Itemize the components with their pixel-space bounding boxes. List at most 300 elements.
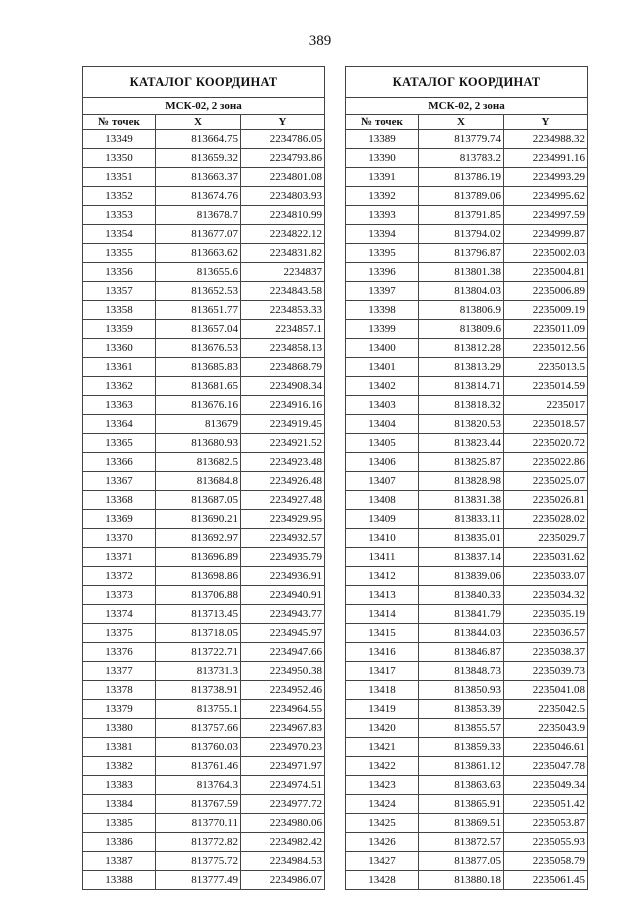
x-coordinate-cell: 813806.9	[419, 301, 504, 320]
y-coordinate-cell: 2234986.07	[241, 871, 325, 890]
x-coordinate-cell: 813813.29	[419, 358, 504, 377]
table-row	[83, 567, 325, 586]
table-row	[346, 662, 588, 681]
x-coordinate-cell: 813814.71	[419, 377, 504, 396]
y-coordinate-cell: 2234803.93	[241, 187, 325, 206]
y-coordinate-cell: 2234980.06	[241, 814, 325, 833]
table-row	[346, 548, 588, 567]
x-coordinate-cell: 813651.77	[156, 301, 241, 320]
table-row	[346, 168, 588, 187]
point-number-cell: 13425	[346, 814, 419, 833]
table-row	[346, 871, 588, 890]
point-number-cell: 13389	[346, 130, 419, 149]
x-coordinate-cell: 813848.73	[419, 662, 504, 681]
y-coordinate-cell: 2235018.57	[504, 415, 588, 434]
point-number-cell: 13397	[346, 282, 419, 301]
x-coordinate-cell: 813794.02	[419, 225, 504, 244]
point-number-cell: 13378	[83, 681, 156, 700]
y-coordinate-cell: 2234868.79	[241, 358, 325, 377]
x-coordinate-cell: 813767.59	[156, 795, 241, 814]
x-coordinate-cell: 813652.53	[156, 282, 241, 301]
point-number-cell: 13351	[83, 168, 156, 187]
coordinate-catalog-table-right	[345, 66, 588, 890]
x-coordinate-cell: 813679	[156, 415, 241, 434]
y-coordinate-cell: 2234857.1	[241, 320, 325, 339]
y-coordinate-cell: 2235053.87	[504, 814, 588, 833]
x-coordinate-cell: 813861.12	[419, 757, 504, 776]
x-coordinate-cell: 813863.63	[419, 776, 504, 795]
y-coordinate-cell: 2234831.82	[241, 244, 325, 263]
point-number-cell: 13403	[346, 396, 419, 415]
y-coordinate-cell: 2234988.32	[504, 130, 588, 149]
table-row	[83, 301, 325, 320]
y-coordinate-cell: 2234982.42	[241, 833, 325, 852]
table-row	[346, 320, 588, 339]
x-coordinate-cell: 813865.91	[419, 795, 504, 814]
point-number-cell: 13349	[83, 130, 156, 149]
point-number-cell: 13392	[346, 187, 419, 206]
column-header-x: X	[419, 115, 504, 130]
x-coordinate-cell: 813663.62	[156, 244, 241, 263]
table-row	[83, 320, 325, 339]
table-row	[83, 662, 325, 681]
table-row	[83, 719, 325, 738]
coordinate-system-zone: МСК-02, 2 зона	[346, 98, 588, 115]
y-coordinate-cell: 2235014.59	[504, 377, 588, 396]
x-coordinate-cell: 813761.46	[156, 757, 241, 776]
table-row	[83, 472, 325, 491]
y-coordinate-cell: 2234837	[241, 263, 325, 282]
x-coordinate-cell: 813698.86	[156, 567, 241, 586]
x-coordinate-cell: 813850.93	[419, 681, 504, 700]
x-coordinate-cell: 813844.03	[419, 624, 504, 643]
y-coordinate-cell: 2234940.91	[241, 586, 325, 605]
point-number-cell: 13416	[346, 643, 419, 662]
table-row	[83, 149, 325, 168]
x-coordinate-cell: 813818.32	[419, 396, 504, 415]
table-row	[83, 833, 325, 852]
x-coordinate-cell: 813833.11	[419, 510, 504, 529]
x-coordinate-cell: 813690.21	[156, 510, 241, 529]
y-coordinate-cell: 2235002.03	[504, 244, 588, 263]
table-row	[83, 130, 325, 149]
x-coordinate-cell: 813825.87	[419, 453, 504, 472]
table-row	[346, 624, 588, 643]
x-coordinate-cell: 813685.83	[156, 358, 241, 377]
point-number-cell: 13355	[83, 244, 156, 263]
point-number-cell: 13412	[346, 567, 419, 586]
catalog-title: КАТАЛОГ КООРДИНАТ	[346, 67, 588, 98]
y-coordinate-cell: 2235043.9	[504, 719, 588, 738]
x-coordinate-cell: 813684.8	[156, 472, 241, 491]
x-coordinate-cell: 813696.89	[156, 548, 241, 567]
table-row	[346, 643, 588, 662]
y-coordinate-cell: 2234936.91	[241, 567, 325, 586]
y-coordinate-cell: 2235026.81	[504, 491, 588, 510]
x-coordinate-cell: 813731.3	[156, 662, 241, 681]
x-coordinate-cell: 813777.49	[156, 871, 241, 890]
x-coordinate-cell: 813779.74	[419, 130, 504, 149]
point-number-cell: 13401	[346, 358, 419, 377]
point-number-cell: 13427	[346, 852, 419, 871]
point-number-cell: 13381	[83, 738, 156, 757]
table-row	[83, 377, 325, 396]
y-coordinate-cell: 2234929.95	[241, 510, 325, 529]
point-number-cell: 13383	[83, 776, 156, 795]
table-row	[83, 814, 325, 833]
x-coordinate-cell: 813872.57	[419, 833, 504, 852]
point-number-cell: 13394	[346, 225, 419, 244]
table-row	[83, 852, 325, 871]
column-header-point-number: № точек	[346, 115, 419, 130]
table-row	[83, 605, 325, 624]
x-coordinate-cell: 813664.75	[156, 130, 241, 149]
table-row	[83, 225, 325, 244]
y-coordinate-cell: 2235013.5	[504, 358, 588, 377]
table-row	[346, 206, 588, 225]
point-number-cell: 13428	[346, 871, 419, 890]
column-header-y: Y	[504, 115, 588, 130]
y-coordinate-cell: 2234999.87	[504, 225, 588, 244]
point-number-cell: 13367	[83, 472, 156, 491]
table-row	[346, 719, 588, 738]
table-row	[83, 871, 325, 890]
x-coordinate-cell: 813828.98	[419, 472, 504, 491]
x-coordinate-cell: 813840.33	[419, 586, 504, 605]
y-coordinate-cell: 2235029.7	[504, 529, 588, 548]
table-row	[83, 795, 325, 814]
y-coordinate-cell: 2235038.37	[504, 643, 588, 662]
x-coordinate-cell: 813791.85	[419, 206, 504, 225]
point-number-cell: 13375	[83, 624, 156, 643]
table-row	[346, 567, 588, 586]
table-row	[346, 510, 588, 529]
y-coordinate-cell: 2235049.34	[504, 776, 588, 795]
table-row	[83, 510, 325, 529]
table-row	[346, 225, 588, 244]
x-coordinate-cell: 813722.71	[156, 643, 241, 662]
point-number-cell: 13359	[83, 320, 156, 339]
x-coordinate-cell: 813869.51	[419, 814, 504, 833]
table-row	[346, 795, 588, 814]
y-coordinate-cell: 2234786.05	[241, 130, 325, 149]
point-number-cell: 13399	[346, 320, 419, 339]
y-coordinate-cell: 2234926.48	[241, 472, 325, 491]
x-coordinate-cell: 813657.04	[156, 320, 241, 339]
table-row	[346, 605, 588, 624]
table-row	[83, 643, 325, 662]
point-number-cell: 13414	[346, 605, 419, 624]
table-row	[83, 206, 325, 225]
table-row	[346, 453, 588, 472]
x-coordinate-cell: 813789.06	[419, 187, 504, 206]
y-coordinate-cell: 2234853.33	[241, 301, 325, 320]
x-coordinate-cell: 813853.39	[419, 700, 504, 719]
point-number-cell: 13384	[83, 795, 156, 814]
x-coordinate-cell: 813680.93	[156, 434, 241, 453]
y-coordinate-cell: 2234822.12	[241, 225, 325, 244]
point-number-cell: 13365	[83, 434, 156, 453]
point-number-cell: 13420	[346, 719, 419, 738]
y-coordinate-cell: 2235004.81	[504, 263, 588, 282]
y-coordinate-cell: 2235020.72	[504, 434, 588, 453]
x-coordinate-cell: 813855.57	[419, 719, 504, 738]
y-coordinate-cell: 2234932.57	[241, 529, 325, 548]
point-number-cell: 13353	[83, 206, 156, 225]
point-number-cell: 13404	[346, 415, 419, 434]
table-row	[346, 339, 588, 358]
point-number-cell: 13413	[346, 586, 419, 605]
x-coordinate-cell: 813678.7	[156, 206, 241, 225]
y-coordinate-cell: 2234947.66	[241, 643, 325, 662]
table-row	[346, 833, 588, 852]
y-coordinate-cell: 2234943.77	[241, 605, 325, 624]
y-coordinate-cell: 2235055.93	[504, 833, 588, 852]
point-number-cell: 13360	[83, 339, 156, 358]
table-row	[346, 282, 588, 301]
x-coordinate-cell: 813655.6	[156, 263, 241, 282]
x-coordinate-cell: 813674.76	[156, 187, 241, 206]
y-coordinate-cell: 2234801.08	[241, 168, 325, 187]
table-row	[83, 453, 325, 472]
x-coordinate-cell: 813880.18	[419, 871, 504, 890]
point-number-cell: 13415	[346, 624, 419, 643]
y-coordinate-cell: 2234916.16	[241, 396, 325, 415]
table-row	[83, 776, 325, 795]
page-number: 389	[308, 33, 332, 49]
point-number-cell: 13402	[346, 377, 419, 396]
table-row	[83, 548, 325, 567]
table-row	[83, 681, 325, 700]
x-coordinate-cell: 813738.91	[156, 681, 241, 700]
point-number-cell: 13395	[346, 244, 419, 263]
x-coordinate-cell: 813801.38	[419, 263, 504, 282]
point-number-cell: 13408	[346, 491, 419, 510]
x-coordinate-cell: 813681.65	[156, 377, 241, 396]
y-coordinate-cell: 2234952.46	[241, 681, 325, 700]
point-number-cell: 13362	[83, 377, 156, 396]
point-number-cell: 13372	[83, 567, 156, 586]
column-header-x: X	[156, 115, 241, 130]
table-row	[346, 472, 588, 491]
x-coordinate-cell: 813796.87	[419, 244, 504, 263]
x-coordinate-cell: 813713.45	[156, 605, 241, 624]
x-coordinate-cell: 813757.66	[156, 719, 241, 738]
y-coordinate-cell: 2234971.97	[241, 757, 325, 776]
point-number-cell: 13369	[83, 510, 156, 529]
x-coordinate-cell: 813772.82	[156, 833, 241, 852]
y-coordinate-cell: 2234967.83	[241, 719, 325, 738]
x-coordinate-cell: 813859.33	[419, 738, 504, 757]
x-coordinate-cell: 813835.01	[419, 529, 504, 548]
table-row	[83, 263, 325, 282]
x-coordinate-cell: 813677.07	[156, 225, 241, 244]
table-row	[83, 586, 325, 605]
point-number-cell: 13376	[83, 643, 156, 662]
point-number-cell: 13410	[346, 529, 419, 548]
point-number-cell: 13379	[83, 700, 156, 719]
table-row	[83, 757, 325, 776]
y-coordinate-cell: 2235011.09	[504, 320, 588, 339]
point-number-cell: 13406	[346, 453, 419, 472]
x-coordinate-cell: 813755.1	[156, 700, 241, 719]
point-number-cell: 13352	[83, 187, 156, 206]
table-row	[83, 244, 325, 263]
point-number-cell: 13380	[83, 719, 156, 738]
x-coordinate-cell: 813786.19	[419, 168, 504, 187]
y-coordinate-cell: 2234927.48	[241, 491, 325, 510]
point-number-cell: 13396	[346, 263, 419, 282]
x-coordinate-cell: 813877.05	[419, 852, 504, 871]
y-coordinate-cell: 2235009.19	[504, 301, 588, 320]
table-row	[346, 187, 588, 206]
point-number-cell: 13398	[346, 301, 419, 320]
y-coordinate-cell: 2234921.52	[241, 434, 325, 453]
y-coordinate-cell: 2234991.16	[504, 149, 588, 168]
table-row	[346, 491, 588, 510]
x-coordinate-cell: 813846.87	[419, 643, 504, 662]
y-coordinate-cell: 2235047.78	[504, 757, 588, 776]
table-row	[83, 491, 325, 510]
y-coordinate-cell: 2234945.97	[241, 624, 325, 643]
x-coordinate-cell: 813841.79	[419, 605, 504, 624]
x-coordinate-cell: 813676.16	[156, 396, 241, 415]
table-row	[346, 738, 588, 757]
point-number-cell: 13400	[346, 339, 419, 358]
point-number-cell: 13422	[346, 757, 419, 776]
table-row	[346, 681, 588, 700]
point-number-cell: 13358	[83, 301, 156, 320]
y-coordinate-cell: 2235039.73	[504, 662, 588, 681]
table-row	[346, 529, 588, 548]
point-number-cell: 13350	[83, 149, 156, 168]
y-coordinate-cell: 2234793.86	[241, 149, 325, 168]
y-coordinate-cell: 2235028.02	[504, 510, 588, 529]
point-number-cell: 13411	[346, 548, 419, 567]
point-number-cell: 13371	[83, 548, 156, 567]
y-coordinate-cell: 2234970.23	[241, 738, 325, 757]
point-number-cell: 13391	[346, 168, 419, 187]
x-coordinate-cell: 813687.05	[156, 491, 241, 510]
y-coordinate-cell: 2234993.29	[504, 168, 588, 187]
x-coordinate-cell: 813764.3	[156, 776, 241, 795]
table-row	[346, 244, 588, 263]
table-row	[346, 396, 588, 415]
table-row	[83, 434, 325, 453]
y-coordinate-cell: 2234858.13	[241, 339, 325, 358]
x-coordinate-cell: 813809.6	[419, 320, 504, 339]
y-coordinate-cell: 2234919.45	[241, 415, 325, 434]
table-row	[83, 700, 325, 719]
table-row	[346, 434, 588, 453]
y-coordinate-cell: 2235006.89	[504, 282, 588, 301]
point-number-cell: 13363	[83, 396, 156, 415]
y-coordinate-cell: 2235012.56	[504, 339, 588, 358]
x-coordinate-cell: 813770.11	[156, 814, 241, 833]
y-coordinate-cell: 2235031.62	[504, 548, 588, 567]
table-row	[346, 130, 588, 149]
y-coordinate-cell: 2235061.45	[504, 871, 588, 890]
table-row	[83, 624, 325, 643]
y-coordinate-cell: 2235036.57	[504, 624, 588, 643]
x-coordinate-cell: 813823.44	[419, 434, 504, 453]
table-row	[346, 358, 588, 377]
y-coordinate-cell: 2235017	[504, 396, 588, 415]
y-coordinate-cell: 2234964.55	[241, 700, 325, 719]
point-number-cell: 13356	[83, 263, 156, 282]
point-number-cell: 13374	[83, 605, 156, 624]
point-number-cell: 13385	[83, 814, 156, 833]
table-row	[83, 187, 325, 206]
coordinate-catalog-table-left	[82, 66, 325, 890]
table-row	[83, 282, 325, 301]
point-number-cell: 13387	[83, 852, 156, 871]
x-coordinate-cell: 813804.03	[419, 282, 504, 301]
y-coordinate-cell: 2234908.34	[241, 377, 325, 396]
table-row	[346, 700, 588, 719]
x-coordinate-cell: 813812.28	[419, 339, 504, 358]
y-coordinate-cell: 2235042.5	[504, 700, 588, 719]
y-coordinate-cell: 2234974.51	[241, 776, 325, 795]
table-row	[83, 358, 325, 377]
y-coordinate-cell: 2235025.07	[504, 472, 588, 491]
point-number-cell: 13390	[346, 149, 419, 168]
x-coordinate-cell: 813663.37	[156, 168, 241, 187]
table-row	[83, 396, 325, 415]
x-coordinate-cell: 813676.53	[156, 339, 241, 358]
point-number-cell: 13386	[83, 833, 156, 852]
point-number-cell: 13405	[346, 434, 419, 453]
point-number-cell: 13357	[83, 282, 156, 301]
x-coordinate-cell: 813775.72	[156, 852, 241, 871]
point-number-cell: 13354	[83, 225, 156, 244]
point-number-cell: 13418	[346, 681, 419, 700]
point-number-cell: 13423	[346, 776, 419, 795]
catalog-title: КАТАЛОГ КООРДИНАТ	[83, 67, 325, 98]
point-number-cell: 13407	[346, 472, 419, 491]
y-coordinate-cell: 2234997.59	[504, 206, 588, 225]
point-number-cell: 13417	[346, 662, 419, 681]
y-coordinate-cell: 2234843.58	[241, 282, 325, 301]
point-number-cell: 13419	[346, 700, 419, 719]
x-coordinate-cell: 813783.2	[419, 149, 504, 168]
y-coordinate-cell: 2235051.42	[504, 795, 588, 814]
y-coordinate-cell: 2235033.07	[504, 567, 588, 586]
y-coordinate-cell: 2235022.86	[504, 453, 588, 472]
y-coordinate-cell: 2235058.79	[504, 852, 588, 871]
point-number-cell: 13393	[346, 206, 419, 225]
y-coordinate-cell: 2234977.72	[241, 795, 325, 814]
y-coordinate-cell: 2234810.99	[241, 206, 325, 225]
point-number-cell: 13364	[83, 415, 156, 434]
x-coordinate-cell: 813706.88	[156, 586, 241, 605]
table-row	[83, 415, 325, 434]
table-row	[346, 757, 588, 776]
table-row	[83, 339, 325, 358]
x-coordinate-cell: 813692.97	[156, 529, 241, 548]
x-coordinate-cell: 813839.06	[419, 567, 504, 586]
x-coordinate-cell: 813831.38	[419, 491, 504, 510]
point-number-cell: 13370	[83, 529, 156, 548]
y-coordinate-cell: 2234923.48	[241, 453, 325, 472]
point-number-cell: 13368	[83, 491, 156, 510]
x-coordinate-cell: 813718.05	[156, 624, 241, 643]
table-row	[346, 776, 588, 795]
table-row	[83, 168, 325, 187]
point-number-cell: 13361	[83, 358, 156, 377]
point-number-cell: 13377	[83, 662, 156, 681]
point-number-cell: 13424	[346, 795, 419, 814]
